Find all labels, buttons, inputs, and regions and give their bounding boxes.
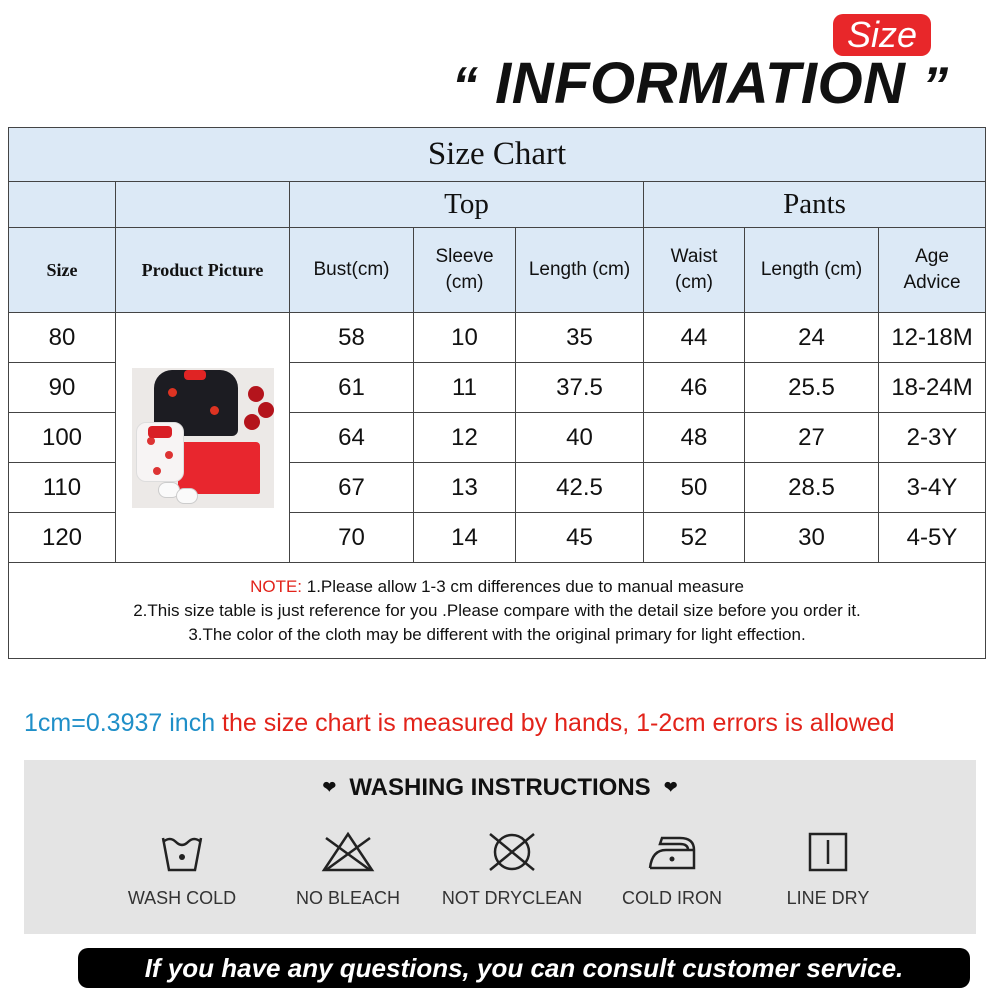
title-text: INFORMATION [495, 51, 906, 116]
note-line-3: 3.The color of the cloth may be different with the original primary for light effection. [188, 624, 806, 644]
cell-size: 110 [9, 463, 116, 513]
col-sleeve: Sleeve (cm) [414, 228, 516, 313]
cell-pants-length: 28.5 [745, 463, 879, 513]
wash-label: NO BLEACH [295, 888, 401, 908]
cell-size: 80 [9, 313, 116, 363]
heart-icon: ❤ [322, 779, 336, 797]
note-line-1 [9, 575, 985, 599]
wash-cold-icon [159, 830, 205, 874]
cell-waist: 46 [644, 363, 745, 413]
cell-bust: 70 [290, 513, 414, 563]
wash-item [102, 830, 262, 926]
col-product-picture: Product Picture [116, 228, 290, 313]
notes [9, 563, 986, 659]
cell-top-length: 45 [516, 513, 644, 563]
col-bust: Bust(cm) [290, 228, 414, 313]
cell-age: 2-3Y [879, 413, 986, 463]
size-badge: Size [833, 14, 931, 56]
cell-pants-length: 24 [745, 313, 879, 363]
wash-label: LINE DRY [786, 888, 870, 908]
chart-title: Size Chart [9, 128, 986, 182]
wash-item [748, 830, 908, 926]
page-title [452, 50, 992, 118]
cell-sleeve: 14 [414, 513, 516, 563]
cell-bust: 61 [290, 363, 414, 413]
cell-top-length: 42.5 [516, 463, 644, 513]
conversion-line [24, 704, 984, 742]
cold-iron-icon [646, 830, 698, 874]
close-quote: ” [922, 57, 949, 115]
customer-service-banner: If you have any questions, you can consult customer service. [78, 948, 970, 988]
wash-label: WASH COLD [127, 888, 237, 908]
cell-size: 120 [9, 513, 116, 563]
table-row [9, 313, 986, 363]
washing-title [24, 772, 976, 805]
col-pants-length: Length (cm) [745, 228, 879, 313]
line-dry-icon [806, 830, 850, 874]
product-picture-cell [116, 313, 290, 563]
cell-age: 12-18M [879, 313, 986, 363]
cell-sleeve: 11 [414, 363, 516, 413]
cell-size: 100 [9, 413, 116, 463]
note-prefix: NOTE: [250, 576, 303, 596]
cell-top-length: 35 [516, 313, 644, 363]
cell-bust: 67 [290, 463, 414, 513]
cell-age: 18-24M [879, 363, 986, 413]
cell-sleeve: 12 [414, 413, 516, 463]
product-picture [132, 368, 274, 508]
cell-bust: 64 [290, 413, 414, 463]
wash-item [268, 830, 428, 926]
washing-instructions-panel [24, 760, 976, 934]
washing-title-text: WASHING INSTRUCTIONS [349, 774, 651, 801]
measurement-disclaimer: the size chart is measured by hands, 1-2cm errors is allowed [215, 709, 895, 737]
cell-waist: 48 [644, 413, 745, 463]
cell-pants-length: 30 [745, 513, 879, 563]
heart-icon: ❤ [664, 779, 678, 797]
col-age-advice: Age Advice [879, 228, 986, 313]
wash-item [432, 830, 592, 926]
cell-top-length: 40 [516, 413, 644, 463]
cell-bust: 58 [290, 313, 414, 363]
blank-group-cell [116, 182, 290, 228]
group-pants: Pants [644, 182, 986, 228]
group-top: Top [290, 182, 644, 228]
wash-item [592, 830, 752, 926]
col-top-length: Length (cm) [516, 228, 644, 313]
not-dryclean-icon [484, 830, 540, 874]
cell-waist: 44 [644, 313, 745, 363]
cell-top-length: 37.5 [516, 363, 644, 413]
conversion-text: 1cm=0.3937 inch [24, 709, 216, 737]
blank-group-cell [9, 182, 116, 228]
cell-age: 3-4Y [879, 463, 986, 513]
wash-label: COLD IRON [621, 888, 722, 908]
cell-waist: 50 [644, 463, 745, 513]
cell-sleeve: 10 [414, 313, 516, 363]
note-line-2: 2.This size table is just reference for you .Please compare with the detail size before you order it. [133, 600, 861, 620]
cell-sleeve: 13 [414, 463, 516, 513]
cell-size: 90 [9, 363, 116, 413]
open-quote: “ [452, 57, 479, 115]
wash-label: NOT DRYCLEAN [441, 888, 583, 908]
cell-pants-length: 27 [745, 413, 879, 463]
cell-pants-length: 25.5 [745, 363, 879, 413]
col-waist: Waist (cm) [644, 228, 745, 313]
no-bleach-icon [320, 830, 376, 874]
cell-waist: 52 [644, 513, 745, 563]
note-text-1: 1.Please allow 1-3 cm differences due to manual measure [302, 576, 744, 596]
cell-age: 4-5Y [879, 513, 986, 563]
size-chart-table [8, 127, 986, 659]
col-size: Size [9, 228, 116, 313]
